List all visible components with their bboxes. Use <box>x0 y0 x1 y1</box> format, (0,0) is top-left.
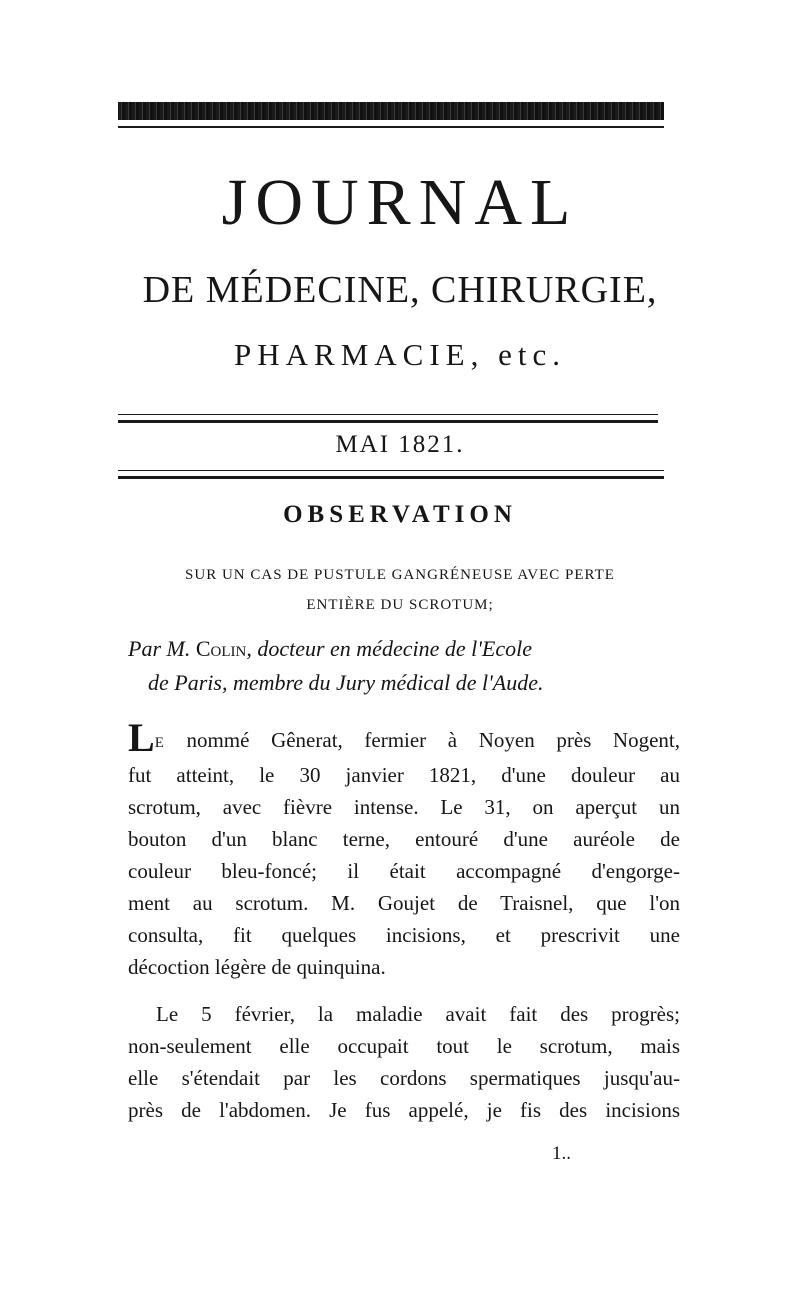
journal-title: JOURNAL <box>221 166 579 239</box>
byline-line-1-rest: , docteur en médecine de l'Ecole <box>246 636 533 661</box>
article-heading: OBSERVATION <box>283 501 517 528</box>
date-rule-bottom-thin <box>118 470 664 471</box>
byline-par: Par M. <box>128 636 191 661</box>
issue-date: MAI 1821. <box>335 431 465 458</box>
text-line: scrotum, avec fièvre intense. Le 31, on aperçut un <box>128 795 680 819</box>
text-line: non-seulement elle occupait tout le scrotum, mais <box>128 1034 680 1058</box>
drop-cap: L <box>128 715 155 760</box>
text-line: ment au scrotum. M. Goujet de Traisnel, que l'on <box>128 891 680 915</box>
article-subtitle-line-1: SUR UN CAS DE PUSTULE GANGRÉNEUSE AVEC PERTE <box>185 567 615 583</box>
text-line: elle s'étendait par les cordons spermatiques jusqu'au- <box>128 1066 680 1090</box>
article-byline <box>128 632 688 700</box>
date-rule-bottom-thick <box>118 476 664 479</box>
header-ornament-band <box>118 102 664 120</box>
drop-cap-rest: E <box>154 735 165 751</box>
text-line: bouton d'un blanc terne, entouré d'une auréole de <box>128 827 680 851</box>
text-line: Le 5 février, la maladie avait fait des progrès; <box>156 1002 680 1026</box>
text-line: couleur bleu-foncé; il était accompagné d'engorge- <box>128 859 680 883</box>
byline-author: Colin <box>195 636 247 661</box>
paragraph-1-line-1 <box>128 715 680 760</box>
signature-mark: 1.. <box>552 1143 571 1164</box>
journal-subtitle-line-1: DE MÉDECINE, CHIRURGIE, <box>142 269 658 311</box>
header-rule <box>118 126 664 128</box>
paragraph-1-line-1-rest: nommé Gênerat, fermier à Noyen près Nogent, <box>164 728 680 752</box>
article-subtitle <box>110 560 690 620</box>
article-subtitle-line-2: ENTIÈRE DU SCROTUM; <box>306 597 494 613</box>
date-rule-top-thin <box>118 414 658 415</box>
text-line: décoction légère de quinquina. <box>128 955 386 979</box>
byline-line-2: de Paris, membre du Jury médical de l'Aude. <box>148 670 544 695</box>
text-line: consulta, fit quelques incisions, et prescrivit une <box>128 923 680 947</box>
journal-subtitle-line-2: PHARMACIE, etc. <box>234 337 566 372</box>
date-rule-top-thick <box>118 420 658 423</box>
body-paragraph-2 <box>128 998 680 1126</box>
text-line: près de l'abdomen. Je fus appelé, je fis des incisions <box>128 1098 680 1122</box>
text-line: fut atteint, le 30 janvier 1821, d'une douleur au <box>128 763 680 787</box>
body-paragraph-1 <box>128 715 680 983</box>
